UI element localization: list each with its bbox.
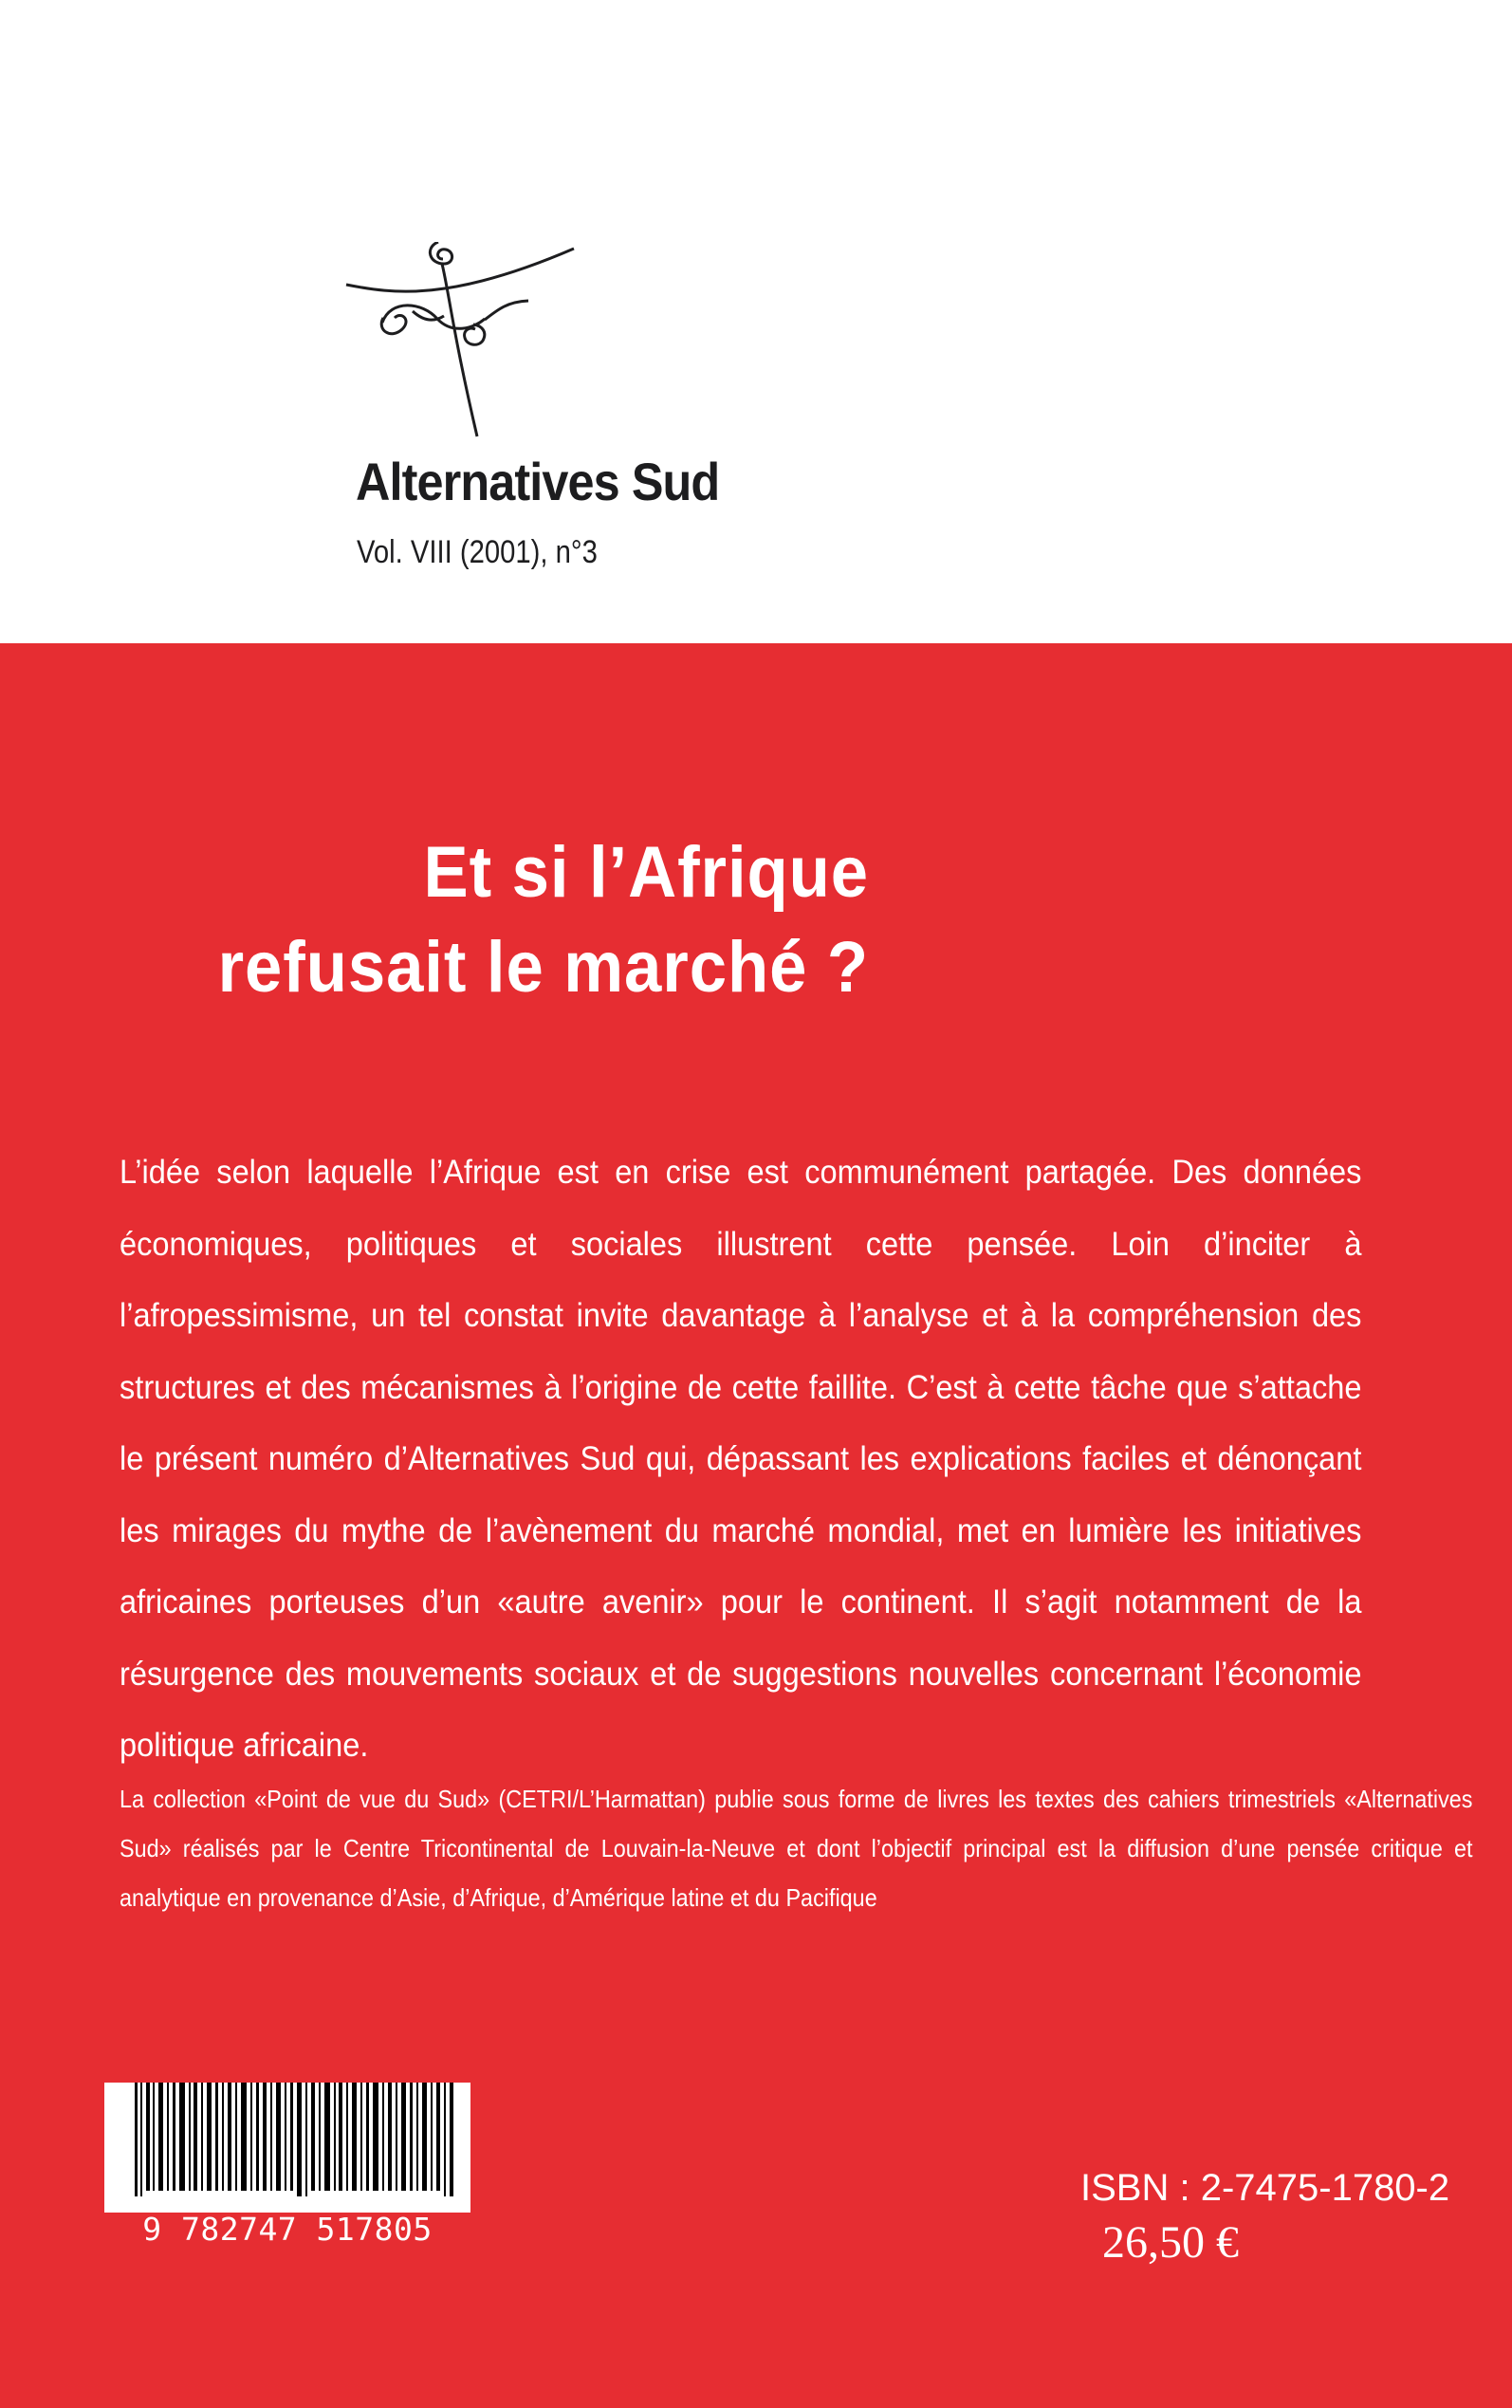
title-line-1: Et si l’Afrique bbox=[423, 832, 869, 913]
price: 26,50 € bbox=[1102, 2217, 1239, 2268]
book-description: L’idée selon laquelle l’Afrique est en crise est communément partagée. Des données économiques, politiques et sociales illustrent cette pensée. Loin d’inciter à l’afropessimisme, un tel constat invite davantage à l’analyse et à la compréhension des structures et des mécanismes à l’origine de cette faillite. C’est à cette tâche que s’attache le présent numéro d’Alternatives Sud qui, dépassant les explications faciles et dénonçant les mirages du mythe de l’avènement du marché mondial, met en lumière les initiatives africaines porteuses d’un «autre avenir» pour le continent. Il s’agit notamment de la résurgence des mouvements sociaux et de suggestions nouvelles concernant l’économie politique africaine. bbox=[120, 1154, 1362, 1764]
stylized-cross-swirl-icon bbox=[327, 242, 583, 455]
collection-note: La collection «Point de vue du Sud» (CETRI/L’Harmattan) publie sous forme de livres les textes des cahiers trimestriels «Alternatives Sud» réalisés par le Centre Tricontinental de Louvain-la-Neuve et dont l’objectif principal est la diffusion d’une pensée critique et analytique en provenance d’Asie, d’Afrique, d’Amérique latine et du Pacifique bbox=[120, 1785, 1473, 1912]
top-white-section bbox=[0, 0, 1512, 643]
volume-info: Vol. VIII (2001), n°3 bbox=[357, 534, 598, 570]
barcode-number: 9 782747 517805 bbox=[142, 2211, 433, 2248]
barcode bbox=[104, 2083, 470, 2248]
barcode-lines bbox=[135, 2083, 457, 2196]
isbn: ISBN : 2-7475-1780-2 bbox=[1080, 2167, 1450, 2209]
title-line-2: refusait le marché ? bbox=[217, 927, 869, 1008]
series-title: Alternatives Sud bbox=[356, 452, 720, 511]
page-title bbox=[172, 825, 869, 1015]
